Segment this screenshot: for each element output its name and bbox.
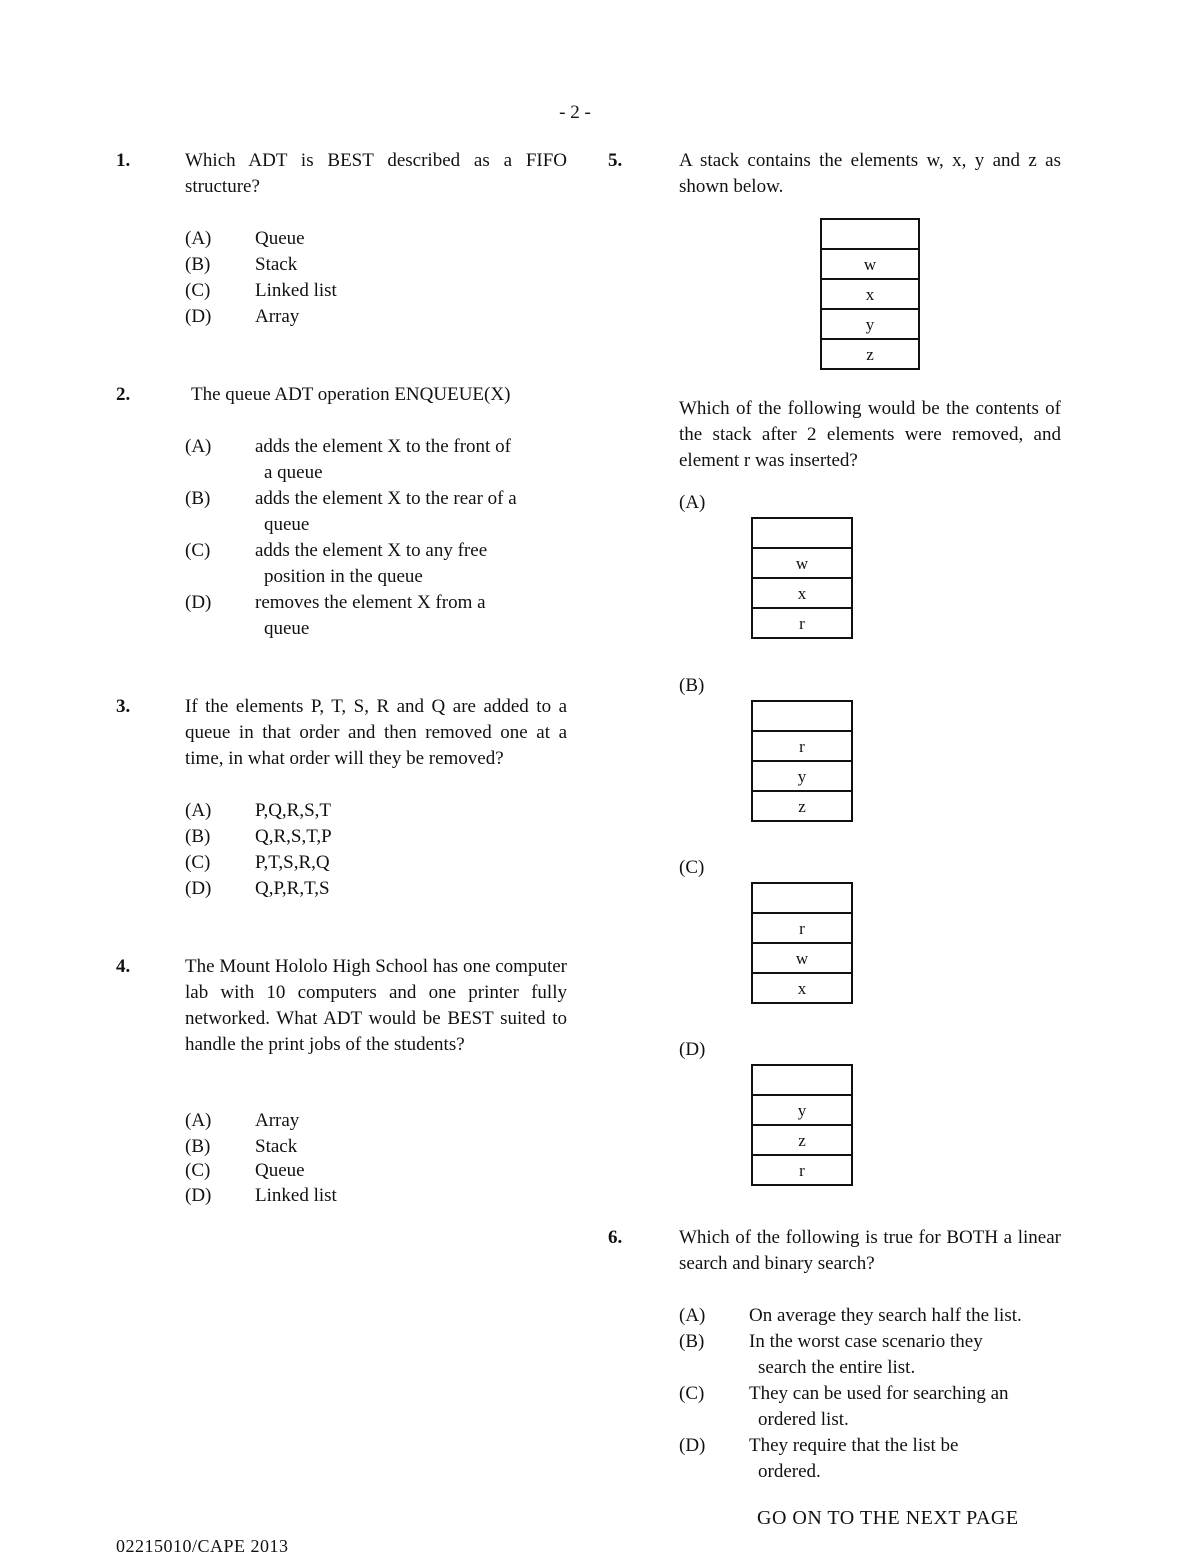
option-text: Queue [255,228,305,249]
option-label: (C) [185,1160,211,1181]
option-text: Q,P,R,T,S [255,878,330,899]
stack-cell: z [752,791,852,821]
option-text: Queue [255,1160,305,1181]
option-text-line2: a queue [264,462,323,483]
option-label: (B) [185,826,211,847]
option-label: (A) [185,436,212,457]
question-3-number: 3. [116,696,131,717]
option-label: (A) [679,1305,706,1326]
option-label: (D) [185,1185,212,1206]
option-label: (D) [185,306,212,327]
question-5-text: A stack contains the elements w, x, y and z as shown below. [679,150,1061,197]
question-5-option-d-stack [751,1064,853,1186]
question-6-text: Which of the following is true for BOTH a linear search and binary search? [679,1227,1061,1274]
option-text-line1: On average they search half the list. [749,1305,1022,1326]
option-text-line2: search the entire list. [758,1357,916,1378]
question-5-option-b-stack [751,700,853,822]
initial-stack-diagram [820,218,920,370]
stack-cell: r [752,913,852,943]
option-text-line2: ordered. [758,1461,821,1482]
stack-cell-top [752,518,852,548]
stack-cell: x [821,279,919,309]
option-label: (C) [185,852,211,873]
option-text-line2: queue [264,618,310,639]
question-5-option-c-stack [751,882,853,1004]
question-5-number: 5. [608,150,623,171]
question-2-text: The queue ADT operation ENQUEUE(X) [191,384,511,405]
question-5-option-a-stack [751,517,853,639]
stack-cell: z [752,1125,852,1155]
option-text-line1: They require that the list be [749,1435,959,1456]
stack-cell: r [752,1155,852,1185]
page-number: - 2 - [559,102,591,123]
stack-cell: w [752,548,852,578]
stack-cell-top [752,1065,852,1095]
question-5-option-b-label: (B) [679,675,705,696]
question-2-number: 2. [116,384,131,405]
stack-cell: r [752,608,852,638]
question-5-prompt: Which of the following would be the contents of the stack after 2 elements were removed, and element r was inserted? [679,398,1061,471]
option-text: Array [255,306,300,327]
question-1-number: 1. [116,150,131,171]
option-text-line1: adds the element X to the front of [255,436,511,457]
option-label: (C) [185,540,211,561]
option-text: P,Q,R,S,T [255,800,332,821]
stack-cell-top [752,883,852,913]
option-text-line2: queue [264,514,310,535]
stack-cell: y [752,1095,852,1125]
option-text: Q,R,S,T,P [255,826,332,847]
stack-cell: x [752,973,852,1003]
option-label: (D) [679,1435,706,1456]
option-label: (B) [185,1136,211,1157]
option-text-line1: adds the element X to the rear of a [255,488,517,509]
question-4-text: The Mount Hololo High School has one computer lab with 10 computers and one printer fully networked. What ADT would be BEST suited to handle the print jobs of the students? [185,956,567,1055]
option-text-line1: removes the element X from a [255,592,486,613]
option-text: Stack [255,1136,298,1157]
question-1-text: Which ADT is BEST described as a FIFO structure? [185,150,567,197]
stack-cell: y [752,761,852,791]
option-text: P,T,S,R,Q [255,852,330,873]
question-3-text: If the elements P, T, S, R and Q are added to a queue in that order and then removed one at a time, in what order will they be removed? [185,696,567,769]
option-text: Linked list [255,280,337,301]
question-6-number: 6. [608,1227,623,1248]
stack-cell: w [821,249,919,279]
question-5-option-d-label: (D) [679,1039,706,1060]
stack-cell: y [821,309,919,339]
stack-cell: w [752,943,852,973]
option-label: (D) [185,878,212,899]
option-text: Linked list [255,1185,337,1206]
option-label: (A) [185,228,212,249]
option-label: (B) [679,1331,705,1352]
option-label: (A) [185,1110,212,1131]
option-label: (D) [185,592,212,613]
stack-cell-top [821,219,919,249]
option-label: (A) [185,800,212,821]
option-text-line1: They can be used for searching an [749,1383,1009,1404]
stack-cell: z [821,339,919,369]
option-label: (C) [679,1383,705,1404]
option-text-line2: position in the queue [264,566,423,587]
stack-cell: x [752,578,852,608]
option-text-line2: ordered list. [758,1409,849,1430]
stack-cell-top [752,701,852,731]
option-text-line1: adds the element X to any free [255,540,488,561]
option-label: (B) [185,488,211,509]
go-on-next-page: GO ON TO THE NEXT PAGE [757,1507,1019,1529]
stack-cell: r [752,731,852,761]
option-text-line1: In the worst case scenario they [749,1331,983,1352]
question-4-number: 4. [116,956,131,977]
question-5-option-a-label: (A) [679,492,706,513]
paper-code: 02215010/CAPE 2013 [116,1536,289,1556]
question-5-option-c-label: (C) [679,857,705,878]
option-label: (B) [185,254,211,275]
option-label: (C) [185,280,211,301]
option-text: Array [255,1110,300,1131]
option-text: Stack [255,254,298,275]
